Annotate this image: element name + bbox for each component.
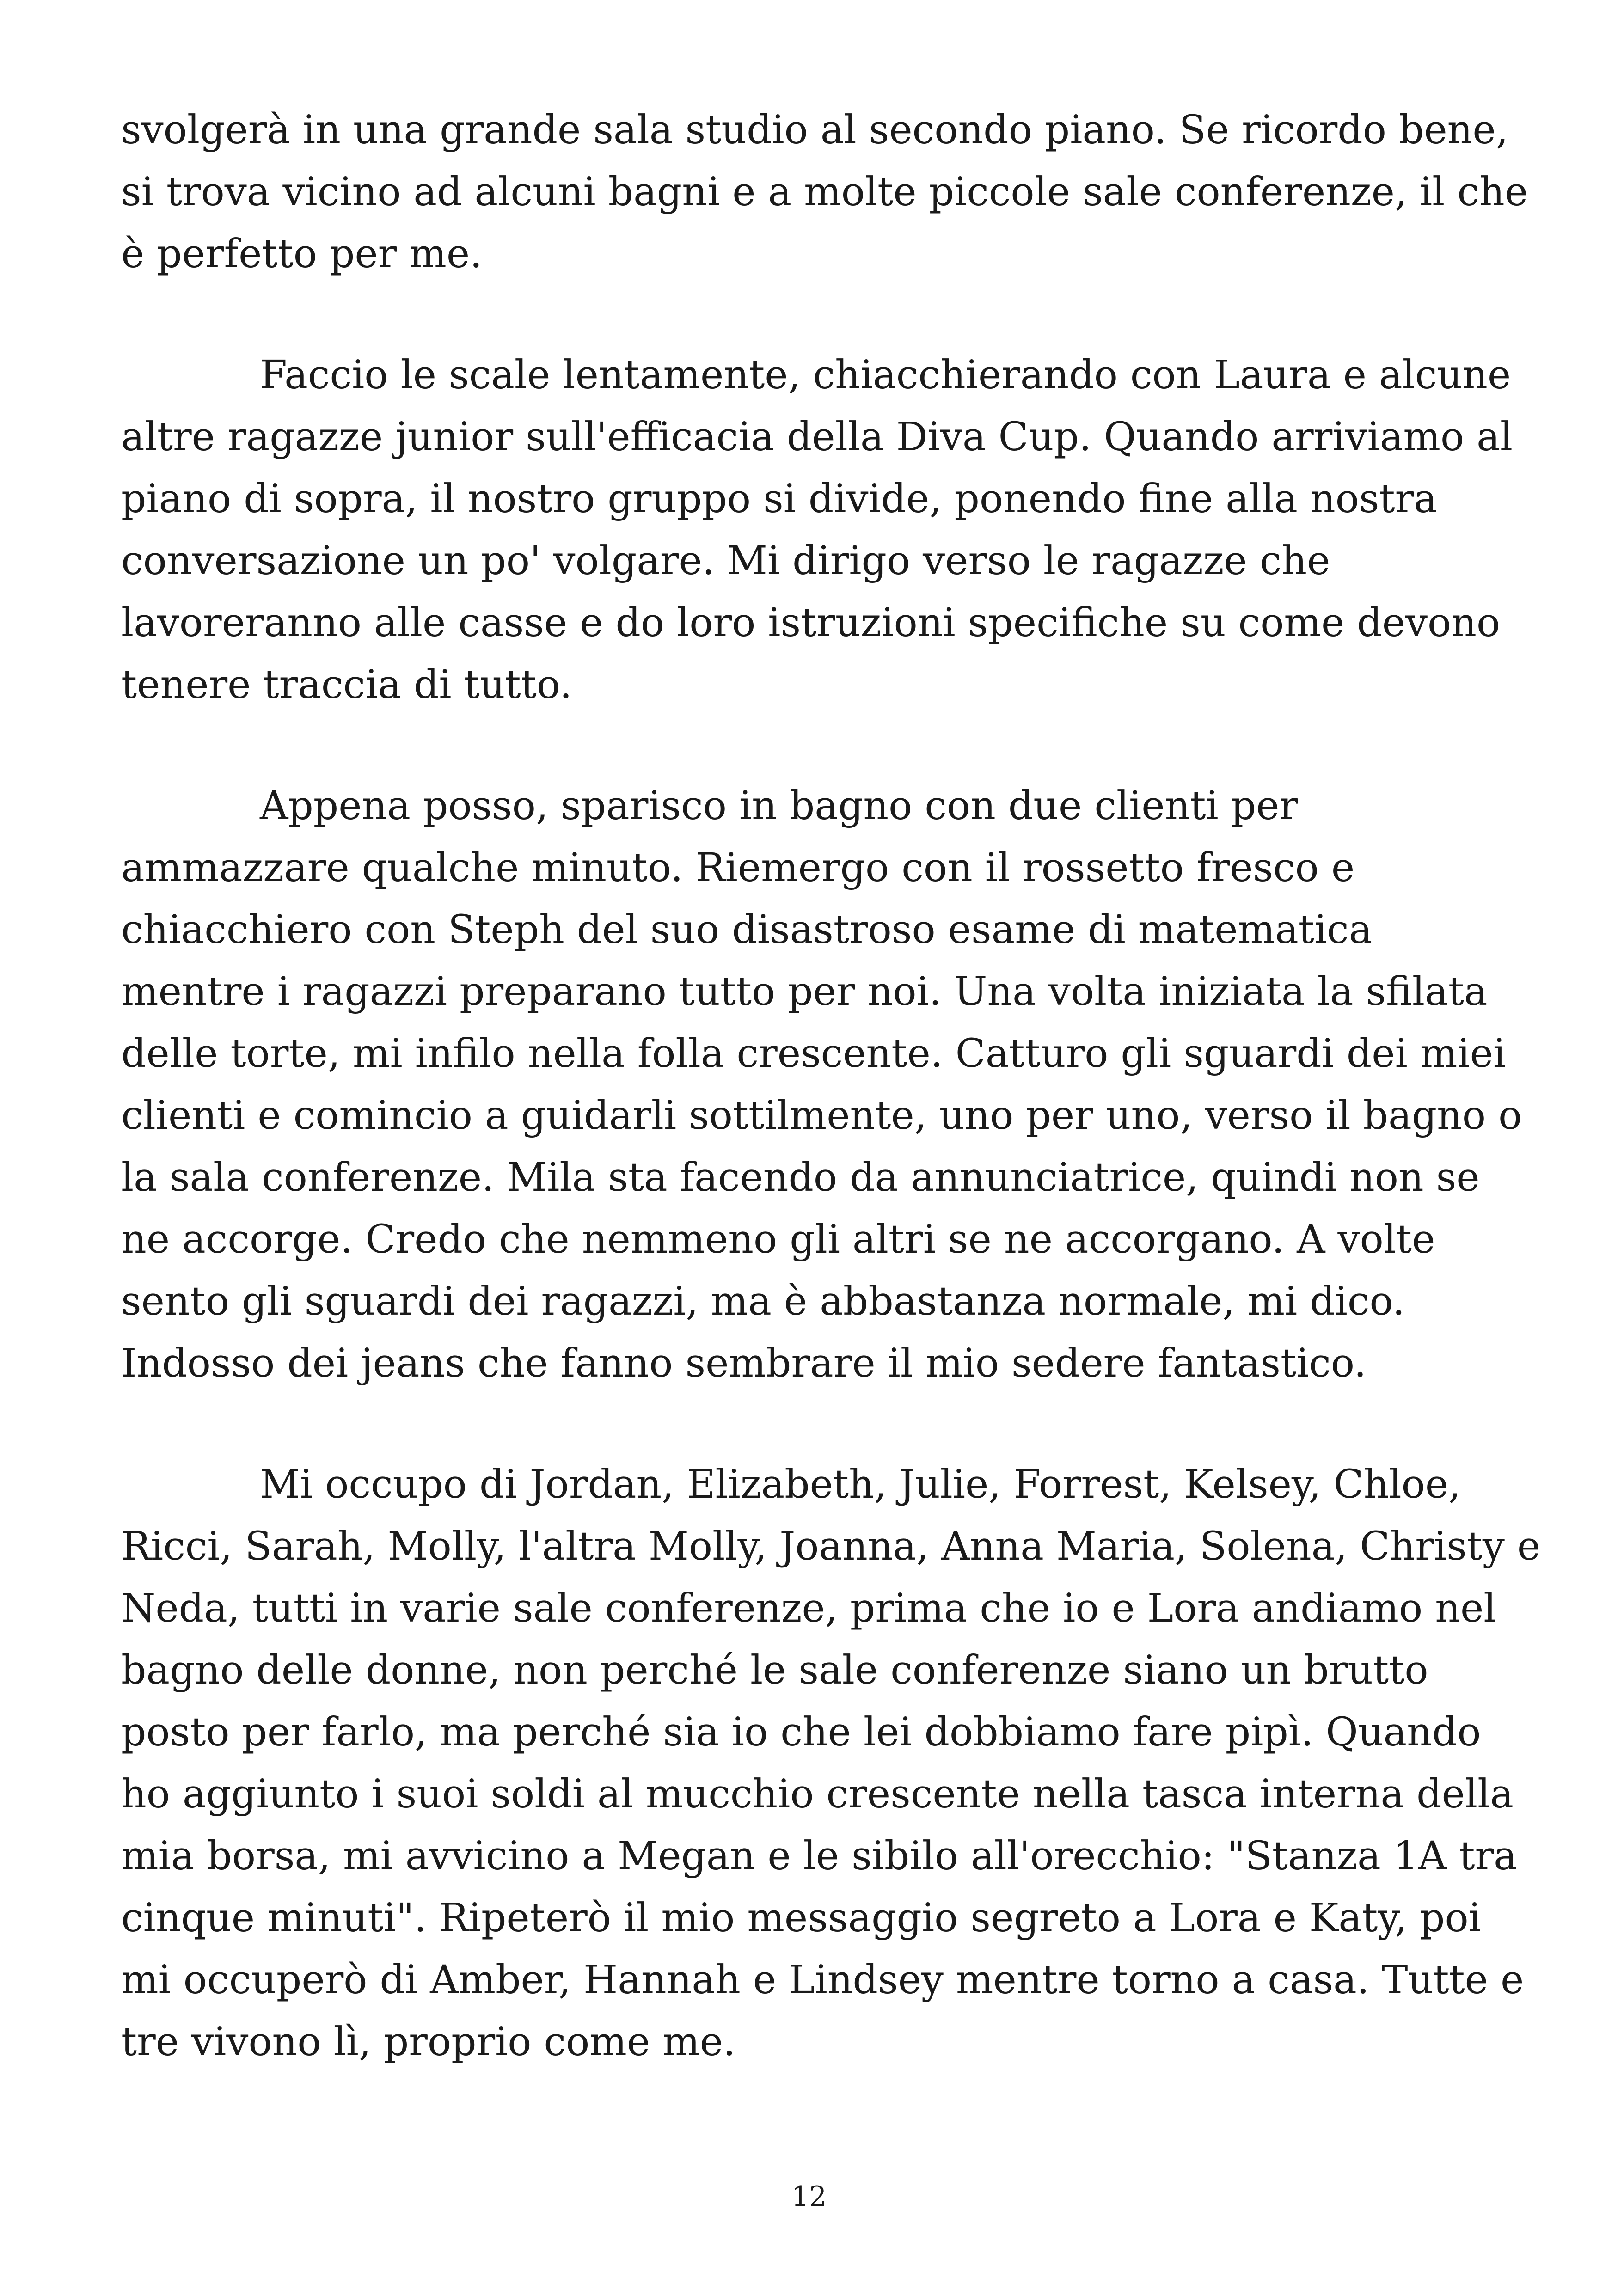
text-line: ho aggiunto i suoi soldi al mucchio crescente nella tasca interna della xyxy=(121,1771,1514,1817)
text-line: si trova vicino ad alcuni bagni e a molte piccole sale conferenze, il che xyxy=(121,169,1528,215)
text-line: tre vivono lì, proprio come me. xyxy=(121,2019,736,2065)
text-line: la sala conferenze. Mila sta facendo da annunciatrice, quindi non se xyxy=(121,1155,1480,1200)
text-line: ammazzare qualche minuto. Riemergo con il rossetto fresco e xyxy=(121,845,1355,891)
text-line: Mi occupo di Jordan, Elizabeth, Julie, Forrest, Kelsey, Chloe, xyxy=(260,1462,1461,1507)
text-line: mentre i ragazzi preparano tutto per noi. Una volta iniziata la sfilata xyxy=(121,969,1488,1015)
page-number: 12 xyxy=(791,2180,827,2213)
text-line: Appena posso, sparisco in bagno con due clienti per xyxy=(260,783,1299,829)
text-line: lavoreranno alle casse e do loro istruzioni specifiche su come devono xyxy=(121,600,1501,646)
text-line: Neda, tutti in varie sale conferenze, prima che io e Lora andiamo nel xyxy=(121,1586,1496,1631)
text-line: clienti e comincio a guidarli sottilmente, uno per uno, verso il bagno o xyxy=(121,1093,1522,1139)
text-line: conversazione un po' volgare. Mi dirigo verso le ragazze che xyxy=(121,538,1330,584)
text-line: Faccio le scale lentamente, chiacchierando con Laura e alcune xyxy=(260,352,1511,398)
paragraph xyxy=(121,775,1522,1395)
text-line: ne accorge. Credo che nemmeno gli altri se ne accorgano. A volte xyxy=(121,1217,1435,1262)
text-line: svolgerà in una grande sala studio al secondo piano. Se ricordo bene, xyxy=(121,107,1508,153)
text-line: bagno delle donne, non perché le sale conferenze siano un brutto xyxy=(121,1647,1428,1693)
text-line: è perfetto per me. xyxy=(121,231,483,277)
text-line: sento gli sguardi dei ragazzi, ma è abbastanza normale, mi dico. xyxy=(121,1279,1405,1324)
text-line: delle torte, mi infilo nella folla crescente. Catturo gli sguardi dei miei xyxy=(121,1031,1506,1077)
text-line: chiacchiero con Steph del suo disastroso esame di matematica xyxy=(121,907,1373,953)
paragraph xyxy=(121,99,1528,285)
text-line: posto per farlo, ma perché sia io che lei dobbiamo fare pipì. Quando xyxy=(121,1709,1481,1755)
text-line: mia borsa, mi avvicino a Megan e le sibilo all'orecchio: "Stanza 1A tra xyxy=(121,1833,1517,1879)
body-text xyxy=(121,99,1541,2132)
text-line: tenere traccia di tutto. xyxy=(121,662,572,708)
paragraph xyxy=(121,1454,1541,2073)
text-line: Indosso dei jeans che fanno sembrare il mio sedere fantastico. xyxy=(121,1341,1367,1386)
paragraph xyxy=(121,344,1513,716)
text-line: cinque minuti". Ripeterò il mio messaggio segreto a Lora e Katy, poi xyxy=(121,1895,1481,1941)
text-line: piano di sopra, il nostro gruppo si divide, ponendo fine alla nostra xyxy=(121,476,1437,522)
text-line: mi occuperò di Amber, Hannah e Lindsey mentre torno a casa. Tutte e xyxy=(121,1957,1524,2003)
text-line: altre ragazze junior sull'efficacia della Diva Cup. Quando arriviamo al xyxy=(121,414,1513,460)
text-line: Ricci, Sarah, Molly, l'altra Molly, Joanna, Anna Maria, Solena, Christy e xyxy=(121,1524,1541,1569)
